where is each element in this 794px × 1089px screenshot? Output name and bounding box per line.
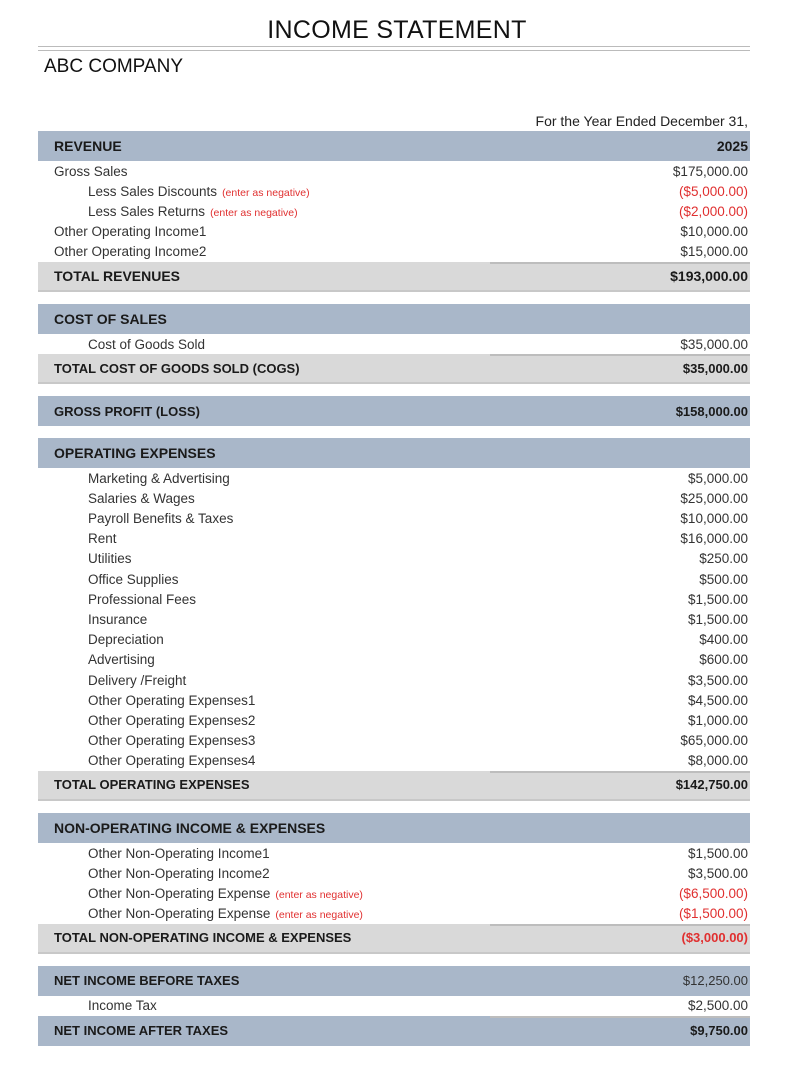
row-hint: (enter as negative) [275,888,363,901]
row-value: $600.00 [699,652,748,668]
line-item [38,201,750,221]
row-label [38,693,255,708]
section-header [38,131,750,161]
row-label-text: TOTAL NON-OPERATING INCOME & EXPENSES [54,930,352,946]
row-value: $2,500.00 [687,998,748,1014]
row-label [54,268,180,284]
row-label-text: REVENUE [54,138,122,154]
row-label-text: TOTAL COST OF GOODS SOLD (COGS) [54,360,300,376]
row-label-text: Gross Sales [54,163,128,179]
total-row [38,924,750,954]
row-label [38,531,117,546]
row-label-text: Insurance [88,612,148,628]
income-statement-table [38,131,750,1046]
row-label [38,652,155,667]
row-label [38,866,270,881]
row-value: $1,500.00 [687,612,748,628]
row-label-text: Other Non-Operating Expense [88,885,271,901]
line-item [38,242,750,262]
row-label-text: Other Operating Expenses2 [88,712,256,728]
row-value: ($6,500.00) [678,885,748,901]
row-label [54,820,325,836]
row-label [38,846,270,861]
row-label-text: Other Operating Income1 [54,224,207,240]
row-label-text: Less Sales Returns [88,203,206,219]
row-label [54,445,216,461]
line-item [38,529,750,549]
row-label [38,572,179,587]
row-value: $65,000.00 [680,733,748,749]
row-value: $12,250.00 [682,973,748,989]
row-value: $10,000.00 [680,224,748,240]
row-label [38,164,128,179]
section-header [38,813,750,843]
row-value: $1,000.00 [687,712,748,728]
row-label [38,998,157,1013]
row-label [54,311,167,327]
total-row [38,771,750,801]
line-item [38,904,750,924]
line-item [38,650,750,670]
row-label-text: Other Operating Expenses4 [88,753,256,769]
total-row [38,1016,750,1046]
row-label-text: GROSS PROFIT (LOSS) [54,403,200,419]
row-value: 2025 [716,138,748,154]
row-label-text: NON-OPERATING INCOME & EXPENSES [54,819,326,836]
row-value: $158,000.00 [675,403,748,419]
row-label-text: Less Sales Discounts [88,183,218,199]
line-item [38,468,750,488]
row-label-text: Income Tax [88,998,157,1014]
section-spacer [38,954,750,966]
section-spacer [38,426,750,438]
row-label-text: Other Non-Operating Income2 [88,865,270,881]
row-value: $142,750.00 [675,777,748,793]
row-label [38,886,363,901]
row-value: $35,000.00 [680,336,748,352]
row-value: $3,500.00 [687,672,748,688]
row-value: $193,000.00 [670,267,748,284]
row-value: $1,500.00 [687,845,748,861]
row-value: $10,000.00 [680,511,748,527]
row-value: $500.00 [699,571,748,587]
row-hint: (enter as negative) [222,186,310,199]
row-label-text: Delivery /Freight [88,672,187,688]
row-value: $16,000.00 [680,531,748,547]
row-label-text: Other Operating Expenses1 [88,692,256,708]
row-value: $25,000.00 [680,490,748,506]
row-label [38,224,206,239]
row-label [38,733,255,748]
row-hint: (enter as negative) [275,909,363,922]
row-label-text: Advertising [88,652,155,668]
total-row [38,354,750,384]
section-header [38,304,750,334]
row-label [38,471,230,486]
row-value: ($2,000.00) [678,203,748,219]
row-label [38,753,255,768]
line-item [38,630,750,650]
row-label [38,612,147,627]
row-label [38,184,310,199]
line-item [38,883,750,903]
row-hint: (enter as negative) [210,206,298,219]
row-label-text: Marketing & Advertising [88,470,230,486]
section-spacer [38,801,750,813]
row-label [54,361,300,376]
section-spacer [38,384,750,396]
row-label-text: Cost of Goods Sold [88,336,206,352]
row-label [38,632,164,647]
row-label [38,337,205,352]
line-item [38,609,750,629]
line-item [38,589,750,609]
row-label [38,491,195,506]
line-item [38,569,750,589]
row-value: $400.00 [699,632,748,648]
section-spacer [38,292,750,304]
row-label-text: Depreciation [88,632,164,648]
row-label [38,906,363,921]
row-value: $8,000.00 [687,753,748,769]
row-value: $5,000.00 [687,470,748,486]
total-row [38,396,750,426]
row-label [38,713,255,728]
row-label [54,930,351,945]
row-value: $35,000.00 [682,360,748,376]
row-label-text: TOTAL REVENUES [54,267,181,284]
row-label-text: Other Non-Operating Expense [88,906,271,922]
period-label: For the Year Ended December 31, [535,113,748,129]
line-item [38,334,750,354]
row-label-text: Utilities [88,551,132,567]
line-item [38,488,750,508]
row-label-text: Other Operating Income2 [54,244,207,260]
line-item [38,161,750,181]
row-label-text: TOTAL OPERATING EXPENSES [54,777,250,793]
row-value: $9,750.00 [690,1023,748,1039]
line-item [38,731,750,751]
row-label [54,404,200,419]
row-label [54,138,122,154]
row-label [38,511,233,526]
row-value: $15,000.00 [680,244,748,260]
row-label-text: Other Operating Expenses3 [88,733,256,749]
row-label-text: COST OF SALES [54,310,167,327]
company-name: ABC COMPANY [44,56,184,77]
line-item [38,843,750,863]
row-label-text: Other Non-Operating Income1 [88,845,270,861]
row-label [38,551,132,566]
row-value: $175,000.00 [672,163,748,179]
total-row [38,966,750,996]
line-item [38,863,750,883]
row-label [54,777,250,792]
row-value: $4,500.00 [687,692,748,708]
row-value: $3,500.00 [687,865,748,881]
line-item [38,509,750,529]
row-label-text: Salaries & Wages [88,490,195,506]
title-divider [38,46,750,51]
row-value: ($3,000.00) [681,930,748,946]
page-title: INCOME STATEMENT [267,16,527,44]
section-header [38,438,750,468]
line-item [38,181,750,201]
row-label-text: OPERATING EXPENSES [54,445,216,462]
total-row [38,262,750,292]
row-label [38,244,206,259]
row-label [38,204,298,219]
row-label-text: Payroll Benefits & Taxes [88,511,234,527]
line-item [38,549,750,569]
row-value: $250.00 [699,551,748,567]
line-item [38,751,750,771]
row-label-text: Rent [88,531,117,547]
row-label-text: Office Supplies [88,571,179,587]
row-label-text: NET INCOME AFTER TAXES [54,1023,229,1039]
row-label [38,673,186,688]
row-label [54,973,239,988]
row-value: ($1,500.00) [678,906,748,922]
row-label [38,592,196,607]
line-item [38,222,750,242]
row-label-text: Professional Fees [88,591,197,607]
row-value: $1,500.00 [687,591,748,607]
line-item [38,996,750,1016]
line-item [38,690,750,710]
row-value: ($5,000.00) [678,183,748,199]
row-label [54,1023,228,1038]
line-item [38,670,750,690]
row-label-text: NET INCOME BEFORE TAXES [54,973,240,989]
line-item [38,710,750,730]
